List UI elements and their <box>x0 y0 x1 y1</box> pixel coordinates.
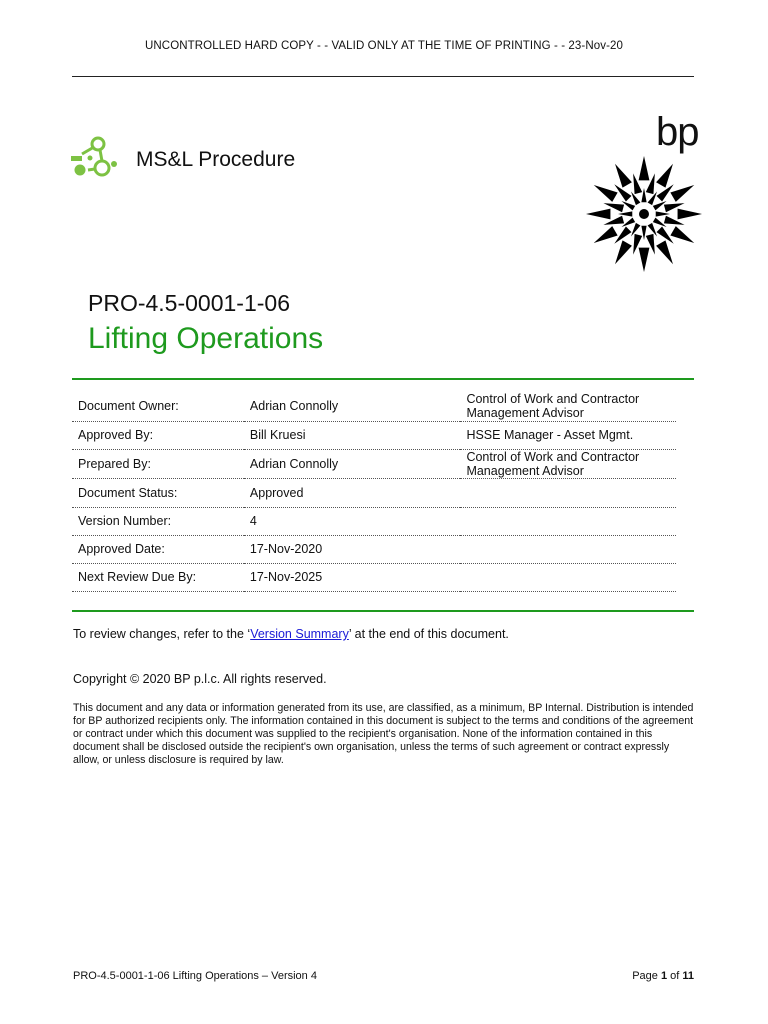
helios-petal <box>615 240 632 264</box>
top-green-rule <box>72 378 694 380</box>
metadata-value: 17-Nov-2025 <box>244 563 461 591</box>
metadata-value: Bill Kruesi <box>244 421 461 449</box>
helios-petal <box>615 164 632 188</box>
ms-l-logo-icon <box>68 134 124 180</box>
review-prefix: To review changes, refer to the ‘ <box>73 627 251 641</box>
metadata-row <box>72 563 676 591</box>
metadata-row <box>72 535 676 563</box>
header-divider <box>72 76 694 77</box>
metadata-label: Prepared By: <box>72 449 244 478</box>
metadata-value: Adrian Connolly <box>244 449 461 478</box>
helios-petal <box>670 185 694 202</box>
procedure-label: MS&L Procedure <box>136 148 296 171</box>
footer-page-number <box>632 970 694 982</box>
document-code: PRO-4.5-0001-1-06 <box>88 290 290 316</box>
helios-petal <box>641 188 646 202</box>
metadata-role <box>460 563 676 591</box>
metadata-label: Next Review Due By: <box>72 563 244 591</box>
footer-document-ref: PRO-4.5-0001-1-06 Lifting Operations – Version 4 <box>73 970 317 982</box>
uncontrolled-copy-notice: UNCONTROLLED HARD COPY - - VALID ONLY AT THE TIME OF PRINTING - - 23-Nov-20 <box>144 40 624 52</box>
page-of: of <box>667 970 683 982</box>
metadata-value: Approved <box>244 478 461 507</box>
metadata-value: Adrian Connolly <box>244 392 461 421</box>
helios-petal <box>594 185 618 202</box>
document-metadata-table <box>72 392 676 592</box>
metadata-value: 4 <box>244 507 461 535</box>
metadata-row <box>72 507 676 535</box>
bottom-green-rule <box>72 610 694 612</box>
helios-petal <box>618 211 632 216</box>
disclaimer-text: This document and any data or information generated from its use, are classified, as a minimum, BP Internal. Distribution is intended for BP authorized recipients only. The information contained in this document is subject to the terms and conditions of the agreement or contract under which this document was supplied to the recipient's organisation. None of the information contained in this document shall be disclosed outside the recipient's own organisation, unless the terms of such agreement or contract expressly allow, or unless disclosure is required by law. <box>73 702 694 766</box>
helios-petal <box>641 226 646 240</box>
metadata-role <box>460 535 676 563</box>
metadata-label: Approved Date: <box>72 535 244 563</box>
helios-petal <box>678 209 702 220</box>
page-prefix: Page <box>632 970 661 982</box>
helios-petal <box>586 209 610 220</box>
version-summary-link[interactable]: Version Summary <box>250 627 349 641</box>
helios-petal <box>639 156 650 180</box>
helios-petal <box>656 164 673 188</box>
metadata-label: Approved By: <box>72 421 244 449</box>
metadata-role <box>460 478 676 507</box>
document-title: Lifting Operations <box>88 322 324 355</box>
metadata-row <box>72 392 676 421</box>
metadata-role: Control of Work and Contractor Management Advisor <box>460 449 676 478</box>
metadata-label: Document Status: <box>72 478 244 507</box>
metadata-role: Control of Work and Contractor Management Advisor <box>460 392 676 421</box>
review-suffix: ’ at the end of this document. <box>348 627 509 641</box>
metadata-row <box>72 449 676 478</box>
helios-petal <box>656 211 670 216</box>
helios-petal <box>594 226 618 243</box>
metadata-label: Document Owner: <box>72 392 244 421</box>
helios-petal <box>670 226 694 243</box>
metadata-row <box>72 421 676 449</box>
metadata-label: Version Number: <box>72 507 244 535</box>
metadata-role: HSSE Manager - Asset Mgmt. <box>460 421 676 449</box>
page-total: 11 <box>682 970 694 982</box>
metadata-row <box>72 478 676 507</box>
review-changes-note <box>73 627 509 641</box>
metadata-value: 17-Nov-2020 <box>244 535 461 563</box>
bp-wordmark: bp <box>656 110 699 154</box>
copyright-text: Copyright © 2020 BP p.l.c. All rights reserved. <box>73 672 327 686</box>
helios-petal <box>639 248 650 272</box>
metadata-role <box>460 507 676 535</box>
page-current: 1 <box>660 970 668 982</box>
bp-helios-icon <box>584 154 704 274</box>
helios-petal <box>656 240 673 264</box>
